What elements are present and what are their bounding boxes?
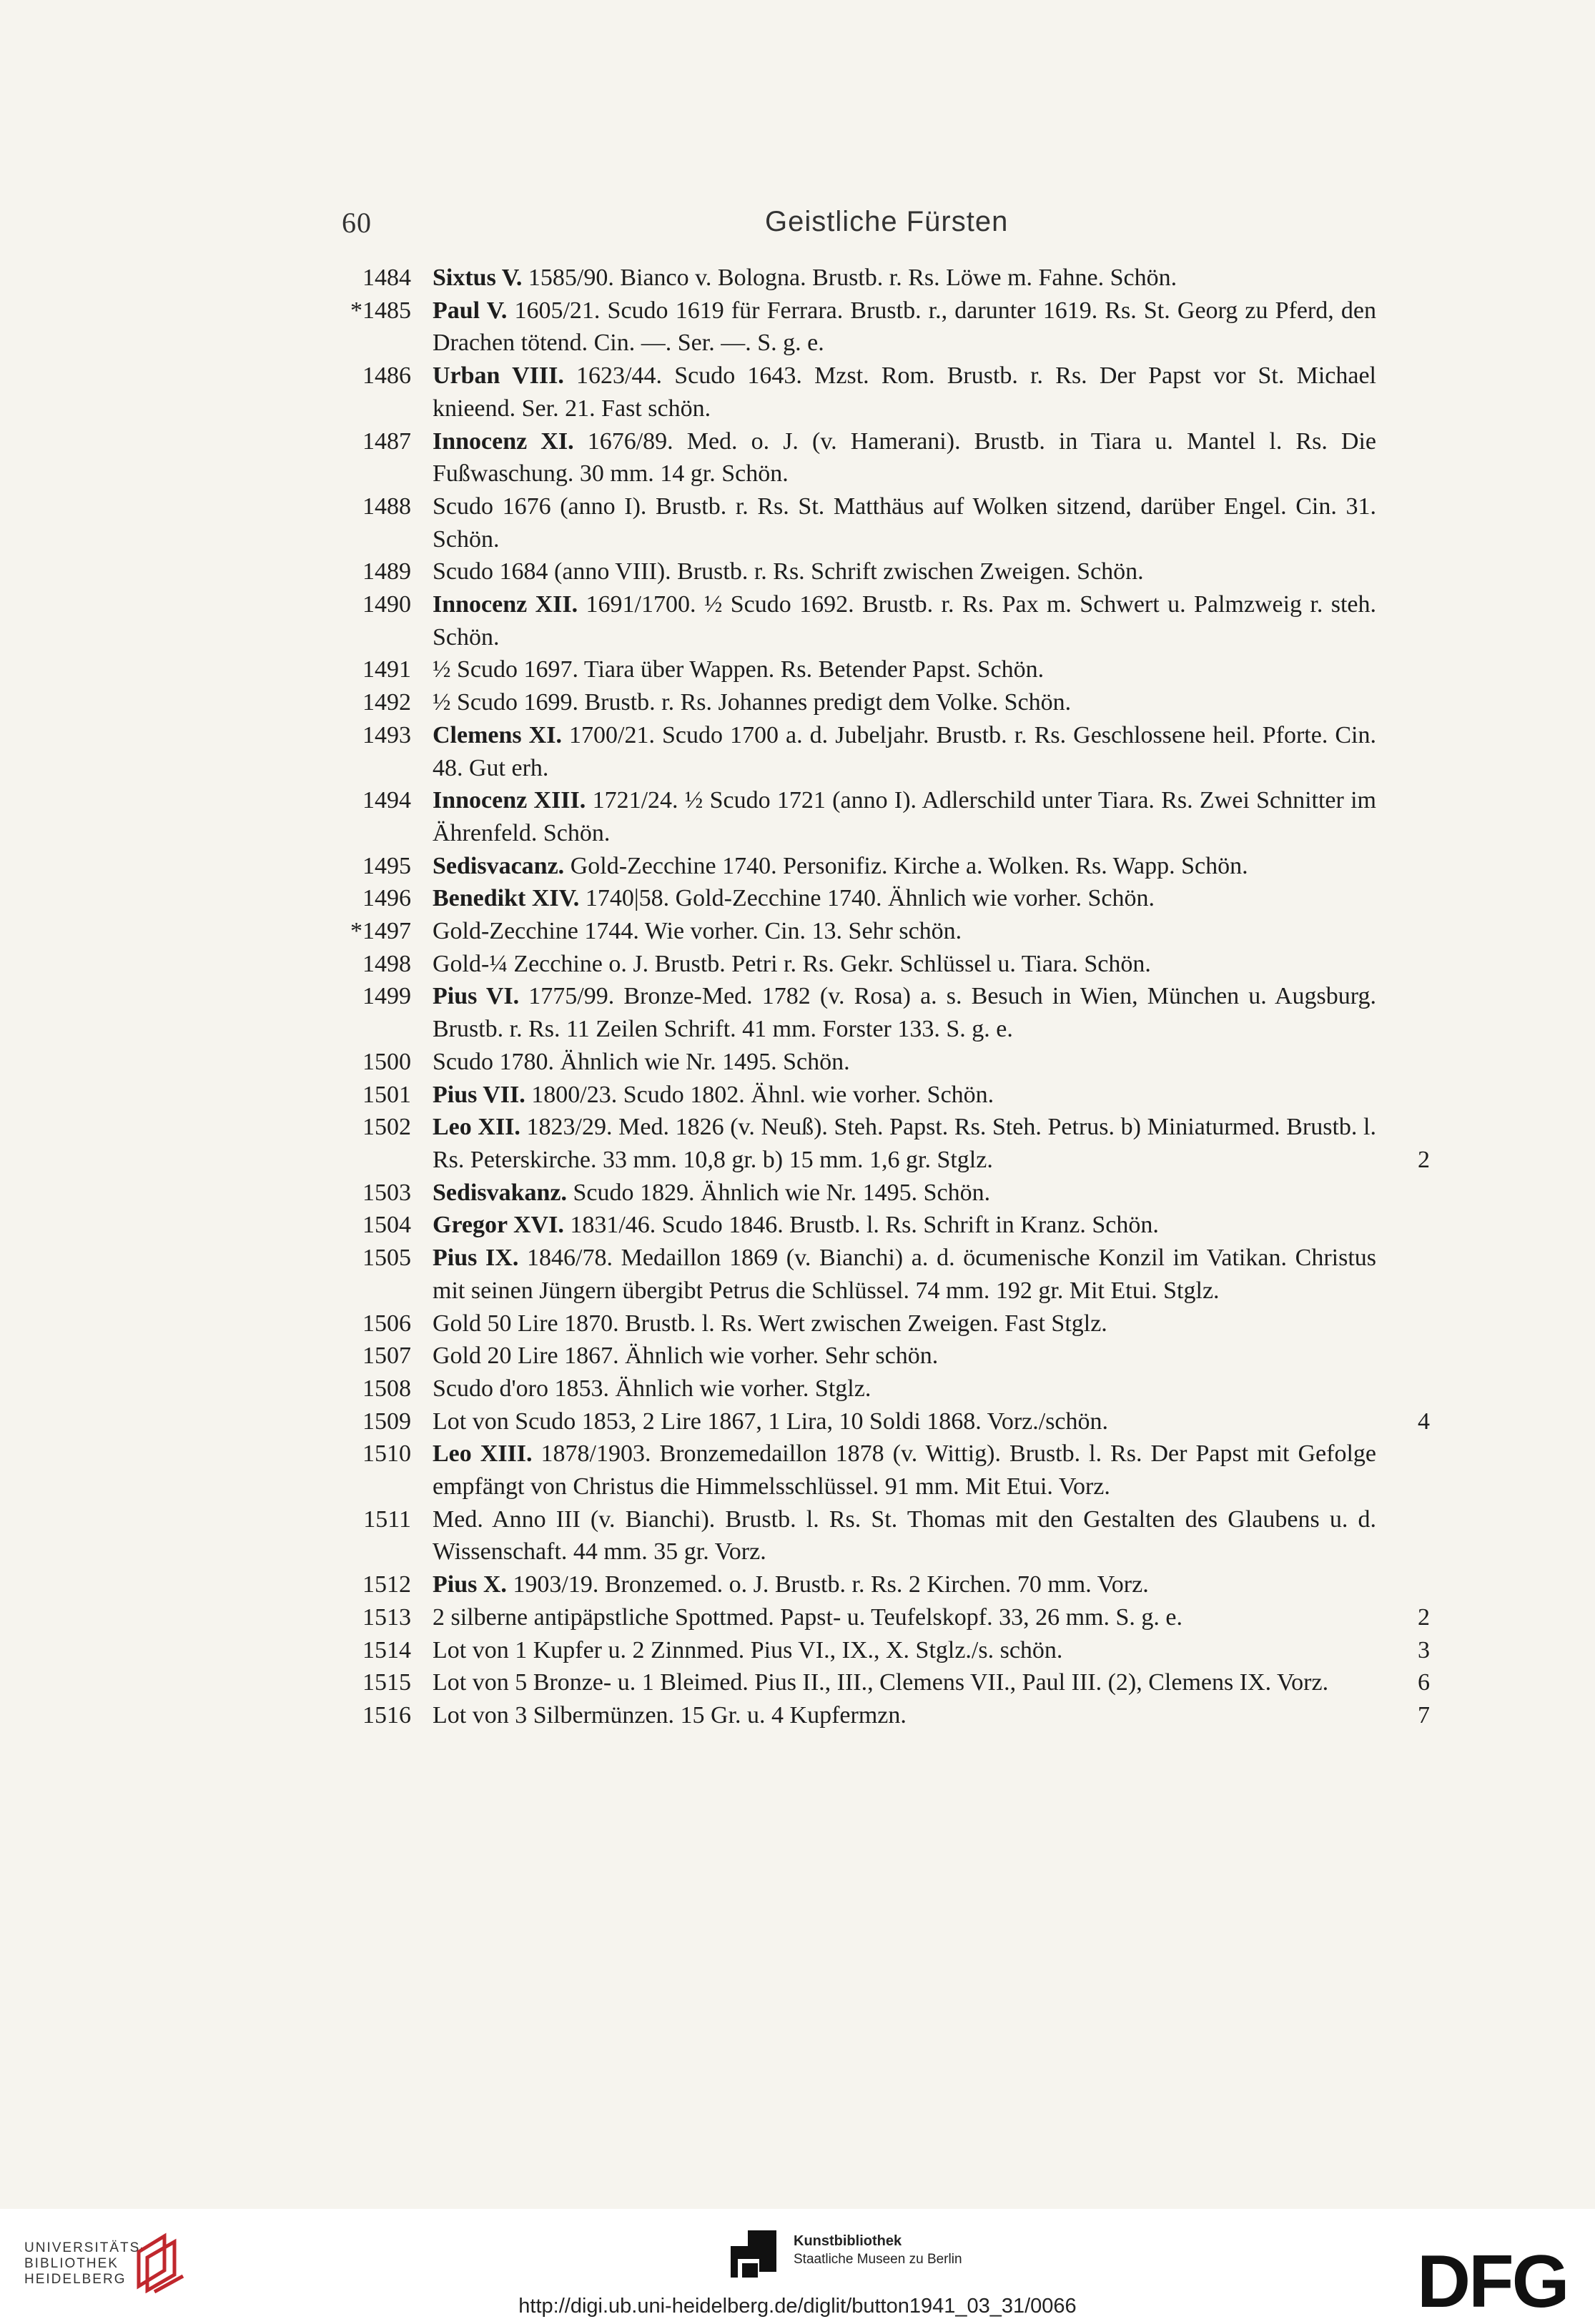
lot-text: 1740|58. Gold-Zecchine 1740. Ähnlich wie vorher. Schön. xyxy=(579,885,1155,912)
kunstbibliothek-name: Kunstbibliothek xyxy=(794,2233,902,2249)
catalog-entry xyxy=(315,360,1430,425)
lot-description xyxy=(433,1666,1430,1699)
lot-description xyxy=(433,1568,1430,1601)
catalog-entry xyxy=(315,1405,1430,1438)
ruler-name: Pius X. xyxy=(433,1571,507,1598)
catalog-entry xyxy=(315,882,1430,915)
catalog-entry xyxy=(315,1177,1430,1210)
catalog-entry xyxy=(315,588,1430,653)
lot-description xyxy=(433,555,1430,588)
lot-description xyxy=(433,1177,1430,1210)
lot-description xyxy=(433,1601,1430,1634)
lot-number: 1494 xyxy=(362,787,411,814)
lot-text: Scudo 1829. Ähnlich wie Nr. 1495. Schön. xyxy=(567,1179,991,1206)
lot-text: ½ Scudo 1699. Brustb. r. Rs. Johannes predigt dem Volke. Schön. xyxy=(433,689,1072,716)
catalog-entries xyxy=(315,262,1430,1732)
lot-text: Gold 20 Lire 1867. Ähnlich wie vorher. Sehr schön. xyxy=(433,1343,939,1370)
ruler-name: Innocenz XI. xyxy=(433,427,574,455)
lot-description xyxy=(433,1699,1430,1732)
lot-text: 1721/24. ½ Scudo 1721 (anno I). Adlerschild unter Tiara. Rs. Zwei Schnitter im Ährenfeld. Schön. xyxy=(433,787,1377,846)
lot-text: 1800/23. Scudo 1802. Ähnl. wie vorher. Schön. xyxy=(525,1081,994,1108)
lot-text: ½ Scudo 1697. Tiara über Wappen. Rs. Betender Papst. Schön. xyxy=(433,656,1045,683)
catalog-entry xyxy=(315,1568,1430,1601)
viewer-footer xyxy=(0,2209,1595,2324)
lot-description xyxy=(433,1503,1430,1568)
lot-number: 1486 xyxy=(362,362,411,390)
lot-description xyxy=(433,588,1430,653)
lot-number: 1496 xyxy=(362,885,411,912)
lot-number: 1492 xyxy=(362,689,411,716)
kunstbibliothek-logo-icon xyxy=(731,2230,776,2280)
lot-number: *1497 xyxy=(350,918,411,945)
catalog-entry xyxy=(315,1111,1430,1176)
ruler-name: Urban VIII. xyxy=(433,362,564,390)
lot-description xyxy=(433,719,1430,784)
lot-description xyxy=(433,784,1430,849)
lot-text: 1903/19. Bronzemed. o. J. Brustb. r. Rs. 2 Kirchen. 70 mm. Vorz. xyxy=(506,1571,1149,1598)
dfg-logo: DFG xyxy=(1417,2240,1568,2323)
lot-number: 1499 xyxy=(362,983,411,1010)
lot-price: 2 xyxy=(1418,1146,1430,1173)
lot-price: 7 xyxy=(1418,1701,1430,1729)
catalog-entry xyxy=(315,262,1430,295)
lot-number: 1495 xyxy=(362,852,411,879)
lot-text: 2 silberne antipäpstliche Spottmed. Papst- u. Teufelskopf. 33, 26 mm. S. g. e. xyxy=(433,1603,1182,1631)
catalog-entry xyxy=(315,784,1430,849)
catalog-entry xyxy=(315,555,1430,588)
lot-number: 1489 xyxy=(362,558,411,585)
lot-text: 1623/44. Scudo 1643. Mzst. Rom. Brustb. r. Rs. Der Papst vor St. Michael knieend. Ser. 21. Fast schön. xyxy=(433,362,1376,422)
lot-text: 1700/21. Scudo 1700 a. d. Jubeljahr. Brustb. r. Rs. Geschlossene heil. Pforte. Cin. 48. Gut erh. xyxy=(433,721,1376,781)
lot-text: Gold-Zecchine 1740. Personifiz. Kirche a. Wolken. Rs. Wapp. Schön. xyxy=(564,852,1248,879)
lot-text: Scudo 1684 (anno VIII). Brustb. r. Rs. Schrift zwischen Zweigen. Schön. xyxy=(433,558,1144,585)
lot-description xyxy=(433,1373,1430,1405)
catalog-entry xyxy=(315,1601,1430,1634)
ruler-name: Leo XIII. xyxy=(433,1440,533,1468)
lot-number: 1505 xyxy=(362,1245,411,1272)
lot-number: 1491 xyxy=(362,656,411,683)
catalog-entry xyxy=(315,425,1430,490)
lot-description xyxy=(433,425,1430,490)
lot-text: 1823/29. Med. 1826 (v. Neuß). Steh. Papst. Rs. Steh. Petrus. b) Miniaturmed. Brustb. l. Rs. Peterskirche. 33 mm. 10,8 gr. b) 15 mm. 1,6 gr. Stglz. xyxy=(433,1114,1376,1173)
ruler-name: Leo XII. xyxy=(433,1114,520,1141)
lot-description xyxy=(433,850,1430,883)
lot-number: 1487 xyxy=(362,427,411,455)
catalog-entry xyxy=(315,686,1430,719)
lot-number: 1498 xyxy=(362,950,411,977)
kunstbibliothek-label xyxy=(794,2232,962,2269)
lot-text: 1676/89. Med. o. J. (v. Hamerani). Brustb. in Tiara u. Mantel l. Rs. Die Fußwaschung. 30 mm. 14 gr. Schön. xyxy=(433,427,1376,488)
lot-text: 1585/90. Bianco v. Bologna. Brustb. r. Rs. Löwe m. Fahne. Schön. xyxy=(522,264,1177,291)
university-library-label xyxy=(24,2240,147,2288)
ruler-name: Pius VII. xyxy=(433,1081,525,1108)
lot-description xyxy=(433,1634,1430,1667)
lot-price: 4 xyxy=(1418,1408,1430,1435)
lot-text: Gold-Zecchine 1744. Wie vorher. Cin. 13. Sehr schön. xyxy=(433,918,962,945)
catalog-entry xyxy=(315,948,1430,981)
catalog-entry xyxy=(315,980,1430,1045)
lot-number: 1513 xyxy=(362,1603,411,1631)
lot-description xyxy=(433,948,1430,981)
lot-text: Lot von Scudo 1853, 2 Lire 1867, 1 Lira, 10 Soldi 1868. Vorz./schön. xyxy=(433,1408,1109,1435)
lot-number: 1490 xyxy=(362,591,411,618)
lot-description xyxy=(433,1438,1430,1503)
lot-number: 1501 xyxy=(362,1081,411,1108)
lot-text: Scudo 1780. Ähnlich wie Nr. 1495. Schön. xyxy=(433,1048,850,1075)
lot-number: 1509 xyxy=(362,1408,411,1435)
ruler-name: Benedikt XIV. xyxy=(433,885,580,912)
catalog-entry xyxy=(315,1634,1430,1667)
catalog-entry xyxy=(315,850,1430,883)
source-url[interactable]: http://digi.ub.uni-heidelberg.de/diglit/button1941_03_31/0066 xyxy=(518,2295,1077,2318)
lot-number: 1507 xyxy=(362,1343,411,1370)
catalog-entry xyxy=(315,1209,1430,1242)
lot-number: 1493 xyxy=(362,721,411,748)
lot-number: 1484 xyxy=(362,264,411,291)
lot-description xyxy=(433,360,1430,425)
lot-number: 1512 xyxy=(362,1571,411,1598)
lot-text: Gold-¼ Zecchine o. J. Brustb. Petri r. Rs. Gekr. Schlüssel u. Tiara. Schön. xyxy=(433,950,1151,977)
lot-number: 1502 xyxy=(362,1114,411,1141)
lot-number: *1485 xyxy=(350,297,411,324)
catalog-entry xyxy=(315,1307,1430,1340)
lot-number: 1488 xyxy=(362,493,411,520)
library-line: UNIVERSITÄTS- xyxy=(24,2240,147,2255)
lot-number: 1500 xyxy=(362,1048,411,1075)
lot-text: Scudo 1676 (anno I). Brustb. r. Rs. St. Matthäus auf Wolken sitzend, darüber Engel. Cin. 31. Schön. xyxy=(433,493,1376,553)
lot-price: 3 xyxy=(1418,1636,1430,1663)
catalog-entry xyxy=(315,1699,1430,1732)
lot-number: 1516 xyxy=(362,1701,411,1729)
lot-number: 1510 xyxy=(362,1440,411,1468)
ruler-name: Gregor XVI. xyxy=(433,1212,564,1239)
library-line: BIBLIOTHEK xyxy=(24,2256,119,2271)
library-line: HEIDELBERG xyxy=(24,2272,127,2287)
page-number: 60 xyxy=(342,207,372,239)
lot-text: 1846/78. Medaillon 1869 (v. Bianchi) a. d. öcumenische Konzil im Vatikan. Christus mit seinen Jüngern übergibt Petrus die Schlüssel. 74 mm. 192 gr. Mit Etui. Stglz. xyxy=(433,1245,1377,1304)
lot-text: 1878/1903. Bronzemedaillon 1878 (v. Wittig). Brustb. l. Rs. Der Papst mit Gefolge empfängt von Christus die Himmelsschlüssel. 91 mm. Mit Etui. Vorz. xyxy=(433,1440,1376,1500)
lot-text: Lot von 3 Silbermünzen. 15 Gr. u. 4 Kupfermzn. xyxy=(433,1701,907,1729)
lot-number: 1503 xyxy=(362,1179,411,1206)
lot-price: 6 xyxy=(1418,1669,1430,1696)
lot-description xyxy=(433,262,1430,295)
ruler-name: Pius VI. xyxy=(433,983,520,1010)
lot-description xyxy=(433,1405,1430,1438)
catalog-entry xyxy=(315,653,1430,686)
ruler-name: Innocenz XIII. xyxy=(433,787,586,814)
lot-text: Lot von 5 Bronze- u. 1 Bleimed. Pius II., III., Clemens VII., Paul III. (2), Clemens IX. Vorz. xyxy=(433,1669,1329,1696)
catalog-entry xyxy=(315,1373,1430,1405)
catalog-entry xyxy=(315,1046,1430,1079)
lot-description xyxy=(433,686,1430,719)
ruler-name: Paul V. xyxy=(433,297,508,324)
museum-name: Staatliche Museen zu Berlin xyxy=(794,2252,962,2267)
lot-text: Gold 50 Lire 1870. Brustb. l. Rs. Wert zwischen Zweigen. Fast Stglz. xyxy=(433,1310,1107,1337)
catalog-entry xyxy=(315,719,1430,784)
lot-number: 1511 xyxy=(363,1505,411,1533)
catalog-entry xyxy=(315,1438,1430,1503)
lot-description xyxy=(433,1079,1430,1112)
catalog-entry xyxy=(315,490,1430,555)
lot-number: 1514 xyxy=(362,1636,411,1663)
ruler-name: Sedisvakanz. xyxy=(433,1179,567,1206)
lot-description xyxy=(433,1111,1430,1176)
ruler-name: Pius IX. xyxy=(433,1245,519,1272)
ruler-name: Clemens XI. xyxy=(433,721,562,748)
lot-description xyxy=(433,915,1430,948)
catalog-entry xyxy=(315,1503,1430,1568)
lot-description xyxy=(433,1340,1430,1373)
lot-description xyxy=(433,1046,1430,1079)
ruler-name: Innocenz XII. xyxy=(433,591,578,618)
lot-number: 1515 xyxy=(362,1669,411,1696)
catalog-entry xyxy=(315,1079,1430,1112)
lot-text: Lot von 1 Kupfer u. 2 Zinnmed. Pius VI., IX., X. Stglz./s. schön. xyxy=(433,1636,1063,1663)
lot-text: 1831/46. Scudo 1846. Brustb. l. Rs. Schrift in Kranz. Schön. xyxy=(563,1212,1159,1239)
catalog-entry xyxy=(315,1242,1430,1307)
lot-description xyxy=(433,295,1430,360)
lot-description xyxy=(433,490,1430,555)
lot-text: 1691/1700. ½ Scudo 1692. Brustb. r. Rs. Pax m. Schwert u. Palmzweig r. steh. Schön. xyxy=(433,591,1376,651)
lot-text: 1605/21. Scudo 1619 für Ferrara. Brustb. r., darunter 1619. Rs. St. Georg zu Pferd, den Drachen tötend. Cin. —. Ser. —. S. g. e. xyxy=(433,297,1376,357)
lot-number: 1504 xyxy=(362,1212,411,1239)
lot-number: 1506 xyxy=(362,1310,411,1337)
lot-number: 1508 xyxy=(362,1375,411,1402)
ruler-name: Sixtus V. xyxy=(433,264,523,291)
lot-text: Med. Anno III (v. Bianchi). Brustb. l. Rs. St. Thomas mit den Gestalten des Glaubens u. d. Wissenschaft. 44 mm. 35 gr. Vorz. xyxy=(433,1505,1376,1566)
lot-price: 2 xyxy=(1418,1603,1430,1631)
university-library-logo-icon xyxy=(133,2230,190,2293)
catalog-entry xyxy=(315,915,1430,948)
lot-description xyxy=(433,1209,1430,1242)
page-title: Geistliche Fürsten xyxy=(765,206,1009,237)
lot-description xyxy=(433,1307,1430,1340)
lot-text: Scudo d'oro 1853. Ähnlich wie vorher. Stglz. xyxy=(433,1375,871,1402)
lot-description xyxy=(433,1242,1430,1307)
lot-description xyxy=(433,980,1430,1045)
catalog-entry xyxy=(315,1666,1430,1699)
ruler-name: Sedisvacanz. xyxy=(433,852,565,879)
catalog-entry xyxy=(315,1340,1430,1373)
lot-description xyxy=(433,653,1430,686)
catalog-entry xyxy=(315,295,1430,360)
lot-text: 1775/99. Bronze-Med. 1782 (v. Rosa) a. s. Besuch in Wien, München u. Augsburg. Brustb. r. Rs. 11 Zeilen Schrift. 41 mm. Forster 133. S. g. e. xyxy=(433,983,1376,1043)
lot-description xyxy=(433,882,1430,915)
